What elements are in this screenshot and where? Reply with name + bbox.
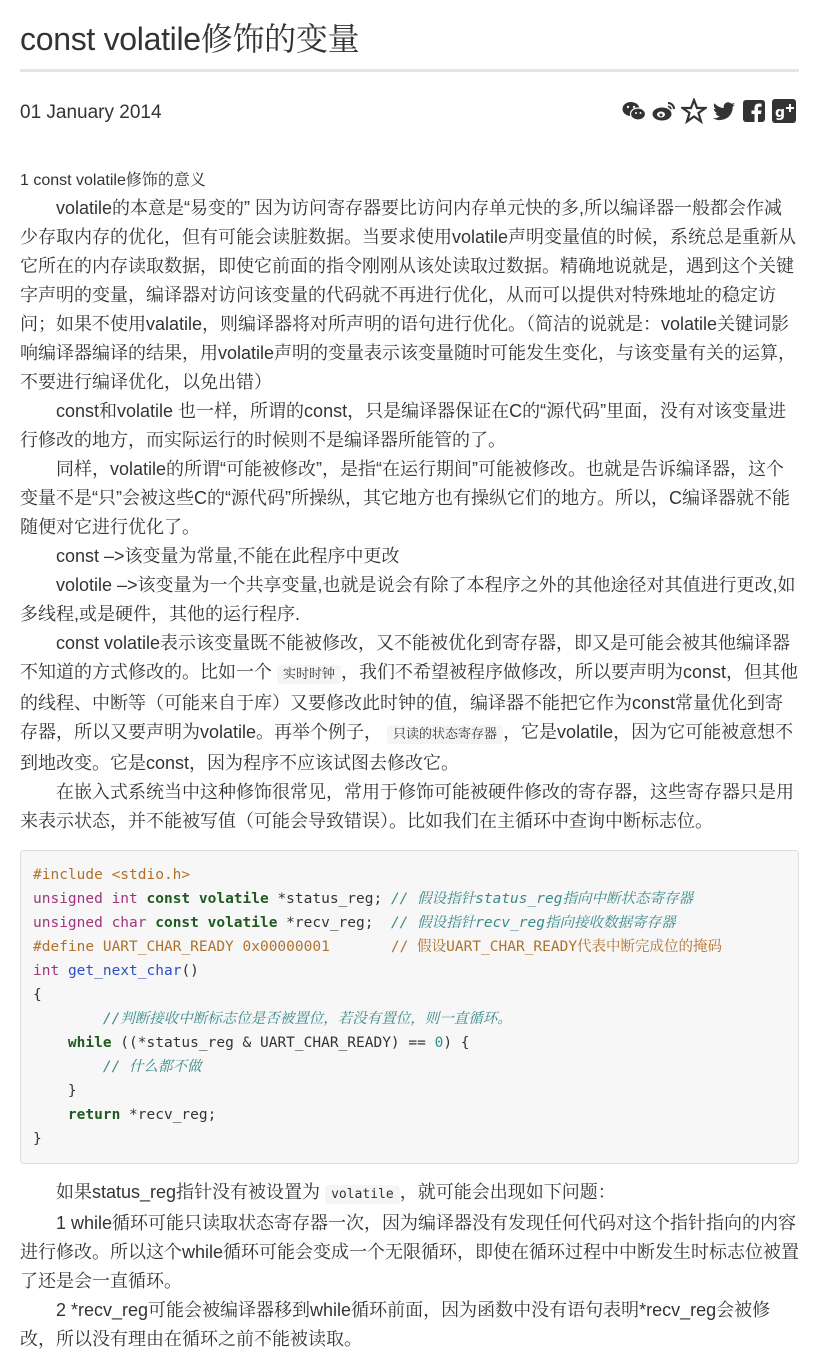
facebook-icon[interactable] <box>741 98 767 124</box>
paragraph-text: const volatile表示该变量既不能被修改，又不能被优化到寄存器，即又是可能会被其他编译器不知道的方式修改的。比如一个 <box>20 633 791 682</box>
paragraph: 在嵌入式系统当中这种修饰很常见，常用于修饰可能被硬件修改的寄存器，这些寄存器只是用来表示状态，并不能被写值（可能会导致错误）。比如我们在主循环中查询中断标志位。 <box>20 782 794 831</box>
code-token: get_next_char <box>67 963 182 979</box>
code-token: *status_reg; <box>268 891 383 907</box>
code-token: *recv_reg; <box>277 915 374 931</box>
paragraph <box>20 1178 799 1209</box>
paragraph: const –>该变量为常量,不能在此程序中更改 <box>56 546 400 566</box>
inline-code: 只读的状态寄存器 <box>387 725 503 744</box>
code-token: } <box>33 1131 42 1147</box>
code-comment: //判断接收中断标志位是否被置位，若没有置位，则一直循环。 <box>102 1011 512 1027</box>
paragraph-text: ，它是volatile，因为它可能被意想不到地改变。它是const，因为程序不应该试图去修改它。 <box>20 722 794 773</box>
googleplus-icon[interactable] <box>771 98 797 124</box>
page-title: const volatile修饰的变量 <box>20 21 360 57</box>
code-token: } <box>67 1083 77 1099</box>
paragraph-text: ，就可能会出现如下问题： <box>399 1182 616 1202</box>
inline-code: 实时时钟 <box>277 665 341 684</box>
code-comment: // 假设指针status_reg指向中断状态寄存器 <box>390 891 693 907</box>
code-token: const volatile <box>155 915 278 931</box>
code-comment: // 什么都不做 <box>102 1059 202 1075</box>
paragraph: 1 while循环可能只读取状态寄存器一次，因为编译器没有发现任何代码对这个指针指向的内容进行修改。所以这个while循环可能会变成一个无限循环，即使在循环过程中中断发生时标志位被置了还是会一直循环。 <box>20 1213 800 1291</box>
code-token: while <box>67 1035 112 1051</box>
paragraph-text: 如果status_reg指针没有被设置为 <box>56 1182 321 1202</box>
code-token: return <box>67 1107 121 1123</box>
code-token: { <box>33 987 42 1003</box>
section-heading: 1 const volatile修饰的意义 <box>20 172 206 189</box>
paragraph: volatile的本意是“易变的” 因为访问寄存器要比访问内存单元快的多,所以编译器一般都会作减少存取内存的优化，但有可能会读脏数据。当要求使用volatile声明变量值的时候，系统总是重新从它所在的内存读取数据，即使它前面的指令刚刚从该处读取过数据。精确地说就是，遇到这个关键字声明的变量，编译器对访问该变量的代码就不再进行优化，从而可以提供对特殊地址的稳定访问；如果不使用valatile，则编译器将对所声明的语句进行优化。（简洁的说就是：volatile关键词影响编译器编译的结果，用volatile声明的变量表示该变量随时可能发生变化，与该变量有关的运算，不要进行编译优化，以免出错） <box>20 198 797 392</box>
code-token: *recv_reg; <box>120 1107 217 1123</box>
paragraph: const和volatile 也一样，所谓的const，只是编译器保证在C的“源代码”里面，没有对该变量进行修改的地方，而实际运行的时候则不是编译器所能管的了。 <box>20 401 787 450</box>
code-token: unsigned char <box>33 915 147 931</box>
weibo-icon[interactable] <box>651 98 677 124</box>
post-date: 01 January 2014 <box>20 102 162 123</box>
code-token: unsigned int <box>33 891 138 907</box>
code-token: int <box>33 963 60 979</box>
code-token: ) { <box>443 1035 470 1051</box>
article-footer-text <box>20 1178 799 1354</box>
inline-code: volatile <box>325 1185 400 1204</box>
paragraph: 同样，volatile的所谓“可能被修改”，是指“在运行期间”可能被修改。也就是告诉编译器，这个变量不是“只”会被这些C的“源代码”所操纵，其它地方也有操纵它们的地方。所以，C编译器就不能随便对它进行优化了。 <box>20 459 790 537</box>
code-block <box>20 850 799 1164</box>
post-meta <box>20 72 799 142</box>
svg-text:g: g <box>775 105 786 121</box>
code-comment: // 假设指针recv_reg指向接收数据寄存器 <box>390 915 676 931</box>
star-icon[interactable] <box>681 98 707 124</box>
code-token: ((*status_reg & UART_CHAR_READY) == <box>111 1035 435 1051</box>
wechat-icon[interactable] <box>621 98 647 124</box>
code-token: () <box>181 963 199 979</box>
code-comment: // 假设UART_CHAR_READY代表中断完成位的掩码 <box>390 939 723 955</box>
twitter-icon[interactable] <box>711 98 737 124</box>
paragraph: volotile –>该变量为一个共享变量,也就是说会有除了本程序之外的其他途径对其值进行更改,如多线程,或是硬件，其他的运行程序. <box>20 575 796 624</box>
paragraph: 2 *recv_reg可能会被编译器移到while循环前面，因为函数中没有语句表明*recv_reg会被修改，所以没有理由在循环之前不能被读取。 <box>20 1300 771 1349</box>
paragraph <box>20 629 799 778</box>
article-body <box>20 170 799 1354</box>
paragraph-text: ，我们不希望被程序做修改，所以要声明为const，但其他的线程、中断等（可能来自于库）又要修改此时钟的值，编译器不能把它作为const常量优化到寄存器，所以又要声明为volatile。再举个例子， <box>20 662 799 742</box>
code-token: 0 <box>434 1035 444 1051</box>
share-bar <box>621 98 797 124</box>
code-token: const volatile <box>146 891 269 907</box>
code-line: #include <stdio.h> <box>33 867 191 883</box>
code-token: #define UART_CHAR_READY 0x00000001 <box>33 939 330 955</box>
